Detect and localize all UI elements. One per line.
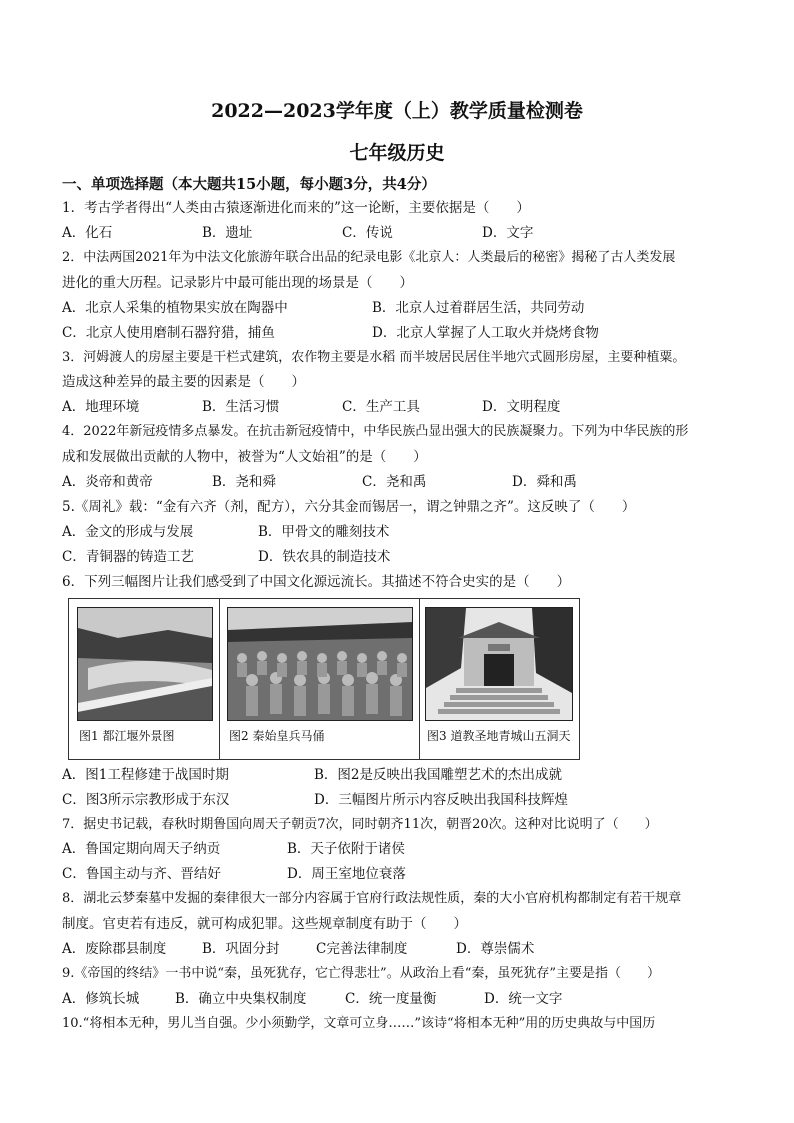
q3-stem-line1: 3．河姆渡人的房屋主要是干栏式建筑，农作物主要是水稻 而半坡居民居住半地穴式圆形房屋，主要种植粟。 — [62, 350, 686, 365]
q4-stem-line2: 成和发展做出贡献的人物中，被誉为“人文始祖”的是（ ） — [62, 449, 427, 465]
fig1-caption: 图1 都江堰外景图 — [79, 729, 175, 743]
q7-option-d: D．周王室地位衰落 — [287, 866, 406, 882]
q4-option-c: C．尧和禹 — [362, 474, 427, 490]
q2-stem-line2: 进化的重大历程。记录影片中最可能出现的场景是（ ） — [62, 275, 413, 291]
q4-option-a: A．炎帝和黄帝 — [62, 474, 153, 490]
q10-stem: 10.“将相本无种，男儿当自强。少小须勤学，文章可立身……”该诗“将相本无种”用的历史典故与中国历 — [62, 1016, 656, 1031]
q2-option-a: A．北京人采集的植物果实放在陶器中 — [62, 300, 288, 316]
q5-option-b: B．甲骨文的雕刻技术 — [258, 524, 390, 540]
q6-stem: 6．下列三幅图片让我们感受到了中国文化源远流长。其描述不符合史实的是（ ） — [62, 574, 571, 590]
q1-option-d: D．文字 — [482, 225, 534, 241]
q8-option-a: A．废除郡县制度 — [62, 941, 167, 957]
q2-option-d: D．北京人掌握了人工取火并烧烤食物 — [372, 325, 599, 341]
dujiangyan-photo — [77, 607, 213, 721]
q1-option-b: B．遗址 — [202, 225, 253, 241]
q6-figure-panel — [68, 598, 580, 760]
q7-option-a: A．鲁国定期向周天子纳贡 — [62, 841, 221, 857]
q5-option-c: C．青铜器的铸造工艺 — [62, 549, 194, 565]
terracotta-army-photo — [227, 607, 413, 721]
q9-stem: 9.《帝国的终结》一书中说“秦，虽死犹存，它亡得悲壮”。从政治上看“秦，虽死犹存”主要是指（ ） — [62, 966, 660, 981]
q8-option-b: B．巩固分封 — [202, 941, 280, 957]
q4-option-b: B．尧和舜 — [212, 474, 276, 490]
q4-stem-line1: 4．2022年新冠疫情多点暴发。在抗击新冠疫情中，中华民族凸显出强大的民族凝聚力。下列为中华民族的形 — [62, 424, 689, 439]
q2-option-b: B．北京人过着群居生活，共同劳动 — [372, 300, 585, 316]
q3-option-d: D．文明程度 — [482, 399, 561, 415]
q5-option-d: D．铁农具的制造技术 — [258, 549, 391, 565]
q7-stem: 7．据史书记载，春秋时期鲁国向周天子朝贡7次，同时朝齐11次，朝晋20次。这种对比说明了（ ） — [62, 817, 658, 832]
q3-stem-line2: 造成这种差异的最主要的因素是（ ） — [62, 374, 305, 390]
exam-title: 2022—2023学年度（上）教学质量检测卷 — [211, 100, 583, 122]
figure-divider — [419, 599, 420, 759]
q6-option-b: B．图2是反映出我国雕塑艺术的杰出成就 — [314, 767, 563, 783]
q7-option-b: B．天子依附于诸侯 — [287, 841, 405, 857]
q2-option-c: C．北京人使用磨制石器狩猎，捕鱼 — [62, 325, 275, 341]
q3-option-a: A．地理环境 — [62, 399, 140, 415]
q8-option-d: D．尊崇儒术 — [456, 941, 535, 957]
q6-option-a: A．图1工程修建于战国时期 — [62, 767, 229, 783]
q4-option-d: D．舜和禹 — [512, 474, 577, 490]
q9-option-d: D．统一文字 — [484, 991, 563, 1007]
qingcheng-temple-photo — [425, 607, 573, 721]
q7-option-c: C．鲁国主动与齐、晋结好 — [62, 866, 221, 882]
q9-option-c: C．统一度量衡 — [345, 991, 437, 1007]
q5-stem: 5.《周礼》载：“金有六齐（剂，配方），六分其金而锡居一，谓之钟鼎之齐”。这反映了（ ） — [62, 499, 636, 515]
q1-stem: 1．考古学者得出“人类由古猿逐渐进化而来的”这一论断，主要依据是（ ） — [62, 200, 530, 216]
q1-option-a: A．化石 — [62, 225, 113, 241]
q8-option-c: C完善法律制度 — [316, 941, 408, 957]
q6-option-d: D．三幅图片所示内容反映出我国科技辉煌 — [314, 792, 568, 808]
q2-stem-line1: 2．中法两国2021年为中法文化旅游年联合出品的纪录电影《北京人：人类最后的秘密》揭秘了古人类发展 — [62, 250, 676, 265]
fig3-caption: 图3 道教圣地青城山五洞天 — [427, 729, 571, 743]
q5-option-a: A．金文的形成与发展 — [62, 524, 194, 540]
section-heading: 一、单项选择题（本大题共15小题，每小题3分，共4分） — [62, 176, 436, 193]
q3-option-c: C．生产工具 — [342, 399, 420, 415]
q8-stem-line1: 8．湖北云梦秦墓中发掘的秦律很大一部分内容属于官府行政法规性质，秦的大小官府机构都制定有若干规章 — [62, 891, 682, 906]
q6-option-c: C．图3所示宗教形成于东汉 — [62, 792, 230, 808]
q1-option-c: C．传说 — [342, 225, 393, 241]
fig2-caption: 图2 秦始皇兵马俑 — [229, 729, 325, 743]
q3-option-b: B．生活习惯 — [202, 399, 280, 415]
q9-option-a: A．修筑长城 — [62, 991, 140, 1007]
exam-subtitle: 七年级历史 — [349, 142, 445, 164]
figure-divider — [219, 599, 220, 759]
q8-stem-line2: 制度。官吏若有违反，就可构成犯罪。这些规章制度有助于（ ） — [62, 916, 467, 932]
q9-option-b: B．确立中央集权制度 — [175, 991, 307, 1007]
